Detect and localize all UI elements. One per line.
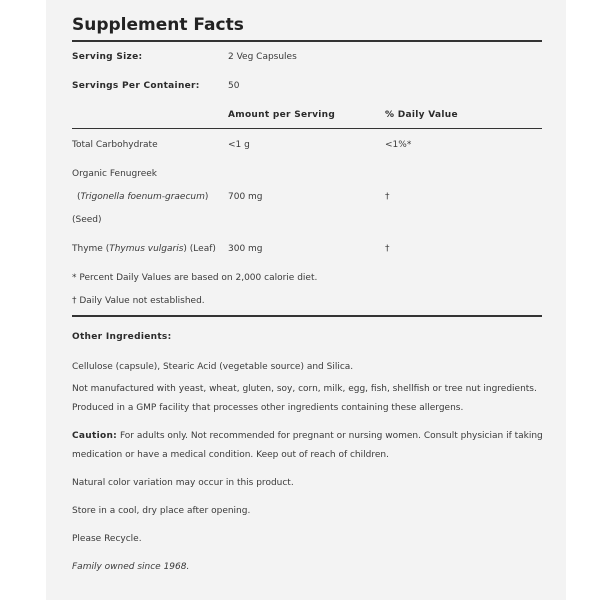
serving-size-label: Serving Size: [72, 52, 143, 62]
title-rule [72, 40, 542, 42]
fenugreek-latin-line: (Trigonella foenum-graecum) [77, 192, 209, 202]
servings-per-container-value: 50 [228, 81, 240, 91]
storage-note: Store in a cool, dry place after opening. [72, 506, 251, 516]
allergen-statement-1: Not manufactured with yeast, wheat, gluten, soy, corn, milk, egg, fish, shellfish or tree nut ingredients. [72, 384, 537, 394]
fenugreek-amount: 700 mg [228, 192, 263, 202]
caution-line-1: Caution: For adults only. Not recommended for pregnant or nursing women. Consult physician if taking [72, 431, 543, 441]
carb-amount: <1 g [228, 140, 250, 150]
fenugreek-part: (Seed) [72, 215, 102, 225]
other-ingredients-label: Other Ingredients: [72, 332, 172, 342]
carb-daily-value: <1%* [385, 140, 412, 150]
thyme-daily-value: † [385, 244, 390, 254]
thyme-amount: 300 mg [228, 244, 263, 254]
natural-color-note: Natural color variation may occur in this product. [72, 478, 294, 488]
supplement-facts-title: Supplement Facts [72, 15, 244, 35]
footnote-daily-value: * Percent Daily Values are based on 2,000 calorie diet. [72, 273, 318, 283]
family-owned-note: Family owned since 1968. [72, 562, 190, 572]
allergen-statement-2: Produced in a GMP facility that processes other ingredients containing these allergens. [72, 403, 464, 413]
other-ingredients-text: Cellulose (capsule), Stearic Acid (vegetable source) and Silica. [72, 362, 354, 372]
fenugreek-latin: Trigonella foenum-graecum [80, 192, 205, 202]
header-rule [72, 128, 542, 129]
carb-name: Total Carbohydrate [72, 140, 158, 150]
caution-line-2: medication or have a medical condition. Keep out of reach of children. [72, 450, 389, 460]
serving-size-value: 2 Veg Capsules [228, 52, 297, 62]
daily-value-header: % Daily Value [385, 110, 458, 120]
recycle-note: Please Recycle. [72, 534, 142, 544]
servings-per-container-label: Servings Per Container: [72, 81, 200, 91]
facts-bottom-rule [72, 315, 542, 317]
amount-per-serving-header: Amount per Serving [228, 110, 336, 120]
fenugreek-daily-value: † [385, 192, 390, 202]
footnote-dagger: † Daily Value not established. [72, 296, 205, 306]
caution-label: Caution: [72, 431, 118, 441]
thyme-latin: Thymus vulgaris [109, 244, 184, 254]
fenugreek-name: Organic Fenugreek [72, 169, 157, 179]
thyme-name: Thyme (Thymus vulgaris) (Leaf) [72, 244, 216, 254]
